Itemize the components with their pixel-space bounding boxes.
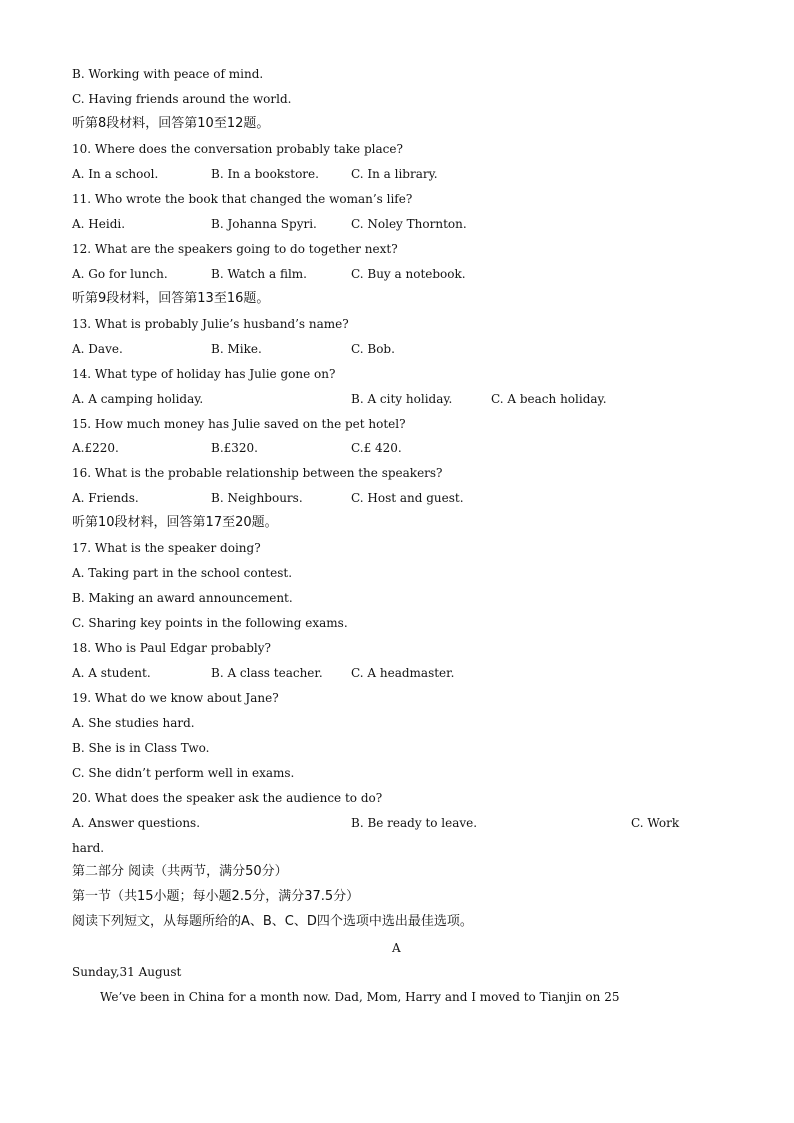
option-19c: C. She didn’t perform well in exams. <box>72 766 295 780</box>
question-12: 12. What are the speakers going to do together next? <box>72 242 398 256</box>
section-9-heading: 听第9段材料，回答第13至16题。 <box>72 291 270 306</box>
option-14b: B. A city holiday. <box>351 392 453 406</box>
question-17: 17. What is the speaker doing? <box>72 541 261 555</box>
option-20b: B. Be ready to leave. <box>351 816 478 830</box>
option-16b: B. Neighbours. <box>211 491 303 505</box>
section-one-heading: 第一节（共15小题；每小题2.5分，满分37.5分） <box>72 889 360 904</box>
option-18a: A. A student. <box>72 666 151 680</box>
option-19a: A. She studies hard. <box>72 716 195 730</box>
option-15c: C.£ 420. <box>351 441 402 455</box>
question-14: 14. What type of holiday has Julie gone on? <box>72 367 336 381</box>
question-18: 18. Who is Paul Edgar probably? <box>72 641 271 655</box>
question-19: 19. What do we know about Jane? <box>72 691 279 705</box>
option-13b: B. Mike. <box>211 342 262 356</box>
option-17b: B. Making an award announcement. <box>72 591 293 605</box>
option-9b: B. Working with peace of mind. <box>72 67 264 81</box>
option-9c: C. Having friends around the world. <box>72 92 292 106</box>
option-19b: B. She is in Class Two. <box>72 741 210 755</box>
reading-instructions: 阅读下列短文，从每题所给的A、B、C、D四个选项中选出最佳选项。 <box>72 914 473 929</box>
option-10c: C. In a library. <box>351 167 438 181</box>
option-15a: A.£220. <box>72 441 119 455</box>
section-8-heading: 听第8段材料，回答第10至12题。 <box>72 116 270 131</box>
option-16a: A. Friends. <box>72 491 139 505</box>
question-20: 20. What does the speaker ask the audience to do? <box>72 791 383 805</box>
option-20a: A. Answer questions. <box>72 816 201 830</box>
option-11b: B. Johanna Spyri. <box>211 217 317 231</box>
passage-first-line: We’ve been in China for a month now. Dad, Mom, Harry and I moved to Tianjin on 25 <box>100 990 620 1004</box>
option-14c: C. A beach holiday. <box>491 392 607 406</box>
option-10a: A. In a school. <box>72 167 159 181</box>
option-11a: A. Heidi. <box>72 217 126 231</box>
passage-date: Sunday,31 August <box>72 965 182 979</box>
question-16: 16. What is the probable relationship between the speakers? <box>72 466 443 480</box>
option-14a: A. A camping holiday. <box>72 392 204 406</box>
option-16c: C. Host and guest. <box>351 491 464 505</box>
option-15b: B.£320. <box>211 441 258 455</box>
option-13a: A. Dave. <box>72 342 123 356</box>
question-15: 15. How much money has Julie saved on the pet hotel? <box>72 417 406 431</box>
option-18b: B. A class teacher. <box>211 666 323 680</box>
option-17a: A. Taking part in the school contest. <box>72 566 293 580</box>
section-10-heading: 听第10段材料，回答第17至20题。 <box>72 515 278 530</box>
option-13c: C. Bob. <box>351 342 395 356</box>
option-17c: C. Sharing key points in the following exams. <box>72 616 348 630</box>
question-10: 10. Where does the conversation probably take place? <box>72 142 403 156</box>
option-10b: B. In a bookstore. <box>211 167 319 181</box>
option-12a: A. Go for lunch. <box>72 267 168 281</box>
part-two-heading: 第二部分 阅读（共两节，满分50分） <box>72 864 288 879</box>
question-11: 11. Who wrote the book that changed the woman’s life? <box>72 192 413 206</box>
question-13: 13. What is probably Julie’s husband’s name? <box>72 317 349 331</box>
option-18c: C. A headmaster. <box>351 666 455 680</box>
option-20c: C. Work <box>631 816 680 830</box>
option-20c-continued: hard. <box>72 841 105 855</box>
option-12b: B. Watch a film. <box>211 267 307 281</box>
option-11c: C. Noley Thornton. <box>351 217 467 231</box>
option-12c: C. Buy a notebook. <box>351 267 466 281</box>
passage-label: A <box>392 941 401 955</box>
